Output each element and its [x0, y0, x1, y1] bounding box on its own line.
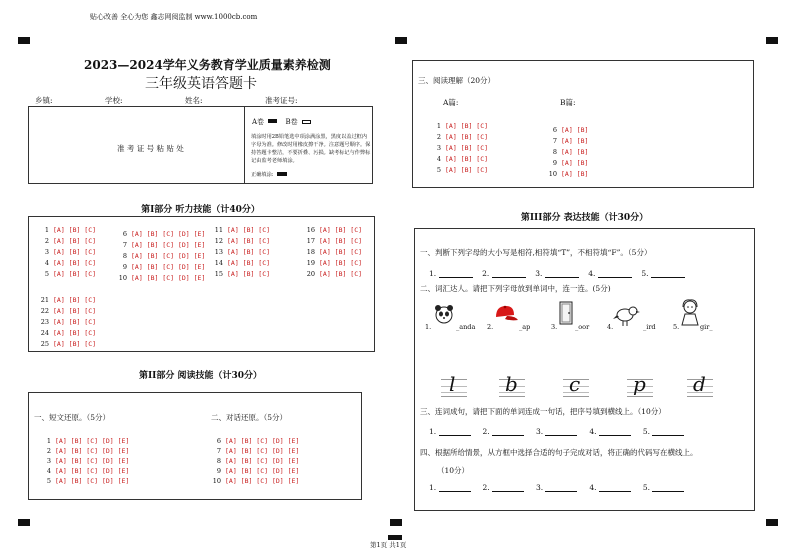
- answer-blank[interactable]: [545, 269, 579, 278]
- option-group[interactable]: [A] [B] [C] [D] [E]: [131, 274, 206, 282]
- letter-p[interactable]: p: [633, 372, 646, 396]
- option-group[interactable]: [A] [B] [C]: [53, 329, 97, 337]
- part1-title: 第I部分 听力技能（计40分）: [141, 205, 260, 215]
- word-bird: _ird: [643, 323, 656, 331]
- passage-b-label: B篇:: [560, 98, 576, 107]
- website-banner: 贴心改善 全心为您 鑫志网阅监制 www.1000cb.com: [90, 13, 258, 21]
- option-group[interactable]: [A] [B] [C] [D] [E]: [131, 241, 206, 249]
- passage-b-answers: 6 [A] [B] 7 [A] [B] 8 [A] [B] 9 [A] [B] 10 [A] [B]: [548, 126, 589, 178]
- option-group[interactable]: [A] [B] [C]: [227, 248, 271, 256]
- option-group[interactable]: [A] [B] [C] [D] [E]: [55, 447, 130, 455]
- part1-col3: 11 [A] [B] [C] 12 [A] [B] [C] 13 [A] [B] [C] 14 [A] [B] [C] 15 [A] [B] [C]: [214, 226, 271, 278]
- part1-col5: 21 [A] [B] [C] 22 [A] [B] [C] 23 [A] [B] [C] 24 [A] [B] [C] 25 [A] [B] [C]: [40, 296, 97, 348]
- section-passage-restore-title: 一、短文还原。（5分）: [34, 413, 111, 422]
- field-town: 乡镇:: [35, 96, 53, 105]
- option-group[interactable]: [A] [B] [C] [D] [E]: [225, 467, 300, 475]
- part1-col1: 1 [A] [B] [C] 2 [A] [B] [C] 3 [A] [B] [C] 4 [A] [B] [C] 5 [A] [B] [C]: [44, 226, 97, 278]
- part2-answer-box: [28, 392, 362, 500]
- option-group[interactable]: [A] [B] [C]: [53, 237, 97, 245]
- option-group[interactable]: [A] [B] [C] [D] [E]: [55, 477, 130, 485]
- q1-instruction: 一、判断下列字母的大小写是相符,相符填“T”，不相符填“F”。（5分）: [420, 248, 652, 257]
- page-footer: 第1页 共1页: [370, 541, 407, 549]
- option-group[interactable]: [A] [B] [C] [D] [E]: [131, 252, 206, 260]
- option-group[interactable]: [A] [B] [C]: [445, 166, 489, 174]
- q2-instruction: 二、词汇达人。请把下列字母放到单词中，连一连。(5分): [420, 284, 611, 293]
- word-girl: gir_: [700, 323, 713, 331]
- option-group[interactable]: [A] [B]: [561, 137, 589, 145]
- paper-a-label: A卷: [252, 118, 265, 126]
- option-group[interactable]: [A] [B] [C] [D] [E]: [225, 457, 300, 465]
- word-num: 1.: [425, 323, 432, 331]
- option-group[interactable]: [A] [B] [C]: [445, 155, 489, 163]
- registration-mark: [395, 37, 407, 44]
- part1-col4: 16 [A] [B] [C] 17 [A] [B] [C] 18 [A] [B] [C] 19 [A] [B] [C] 20 [A] [B] [C]: [306, 226, 363, 278]
- word-cap: _ap: [519, 323, 531, 331]
- answer-blank[interactable]: [439, 483, 471, 492]
- word-num: 2.: [487, 323, 494, 331]
- registration-mark: [18, 519, 30, 526]
- girl-icon: [679, 299, 701, 327]
- option-group[interactable]: [A] [B] [C]: [227, 237, 271, 245]
- answer-card-title: 三年级英语答题卡: [145, 76, 257, 92]
- option-group[interactable]: [A] [B] [C]: [53, 248, 97, 256]
- reading-comprehension-box: [412, 60, 754, 188]
- part3-title: 第III部分 表达技能（计30分）: [520, 213, 649, 223]
- option-group[interactable]: [A] [B] [C]: [319, 237, 363, 245]
- answer-blank[interactable]: [492, 269, 526, 278]
- word-num: 4.: [607, 323, 614, 331]
- q1-answer-row: 1. 2. 3. 4. 5.: [429, 269, 685, 278]
- field-school: 学校:: [105, 96, 123, 105]
- filled-mark: [277, 172, 287, 176]
- option-group[interactable]: [A] [B] [C]: [319, 226, 363, 234]
- registration-mark: [390, 519, 402, 526]
- option-group[interactable]: [A] [B]: [561, 148, 589, 156]
- option-group[interactable]: [A] [B] [C]: [53, 270, 97, 278]
- option-group[interactable]: [A] [B]: [561, 159, 589, 167]
- word-panda: _anda: [456, 323, 476, 331]
- word-picture-row: [425, 299, 745, 334]
- answer-blank[interactable]: [651, 269, 685, 278]
- exam-title: 2023—2024学年义务教育学业质量素养检测: [84, 58, 331, 72]
- door-icon: [559, 301, 573, 325]
- option-group[interactable]: [A] [B] [C]: [445, 122, 489, 130]
- word-door: _oor: [575, 323, 590, 331]
- word-num: 3.: [551, 323, 558, 331]
- letter-d[interactable]: d: [693, 372, 706, 396]
- fill-instructions: 填涂时用2B铅笔选中项涂满涂黑，黑度以盖过框内字母为准。修改时用橡皮擦干净。注意题号顺序。保持答题卡整洁，不要折叠、污损。缺考标记与作弊标记由监考老师填涂。: [251, 134, 371, 164]
- field-exam-no: 准考证号:: [265, 96, 298, 105]
- paper-a-mark[interactable]: [268, 119, 277, 123]
- paper-b-label: B卷: [285, 118, 298, 126]
- option-group[interactable]: [A] [B] [C]: [53, 307, 97, 315]
- registration-mark: [766, 37, 778, 44]
- part1-answer-box: [28, 216, 375, 352]
- answer-blank[interactable]: [599, 483, 631, 492]
- option-group[interactable]: [A] [B] [C]: [53, 296, 97, 304]
- word-num: 5.: [673, 323, 680, 331]
- answer-blank[interactable]: [439, 427, 471, 436]
- part3-answer-box: [414, 228, 755, 511]
- answer-blank[interactable]: [652, 427, 684, 436]
- option-group[interactable]: [A] [B] [C]: [445, 144, 489, 152]
- answer-blank[interactable]: [652, 483, 684, 492]
- option-group[interactable]: [A] [B] [C] [D] [E]: [225, 437, 300, 445]
- answer-blank[interactable]: [545, 483, 577, 492]
- option-group[interactable]: [A] [B] [C] [D] [E]: [225, 447, 300, 455]
- letter-l[interactable]: l: [449, 372, 456, 396]
- answer-blank[interactable]: [545, 427, 577, 436]
- answer-blank[interactable]: [492, 427, 524, 436]
- q4-instruction: 四、根据所给情景，从方框中选择合适的句子完成对话，将正确的代码写在横线上。: [420, 448, 698, 457]
- registration-mark: [18, 37, 30, 44]
- option-group[interactable]: [A] [B] [C]: [227, 226, 271, 234]
- option-group[interactable]: [A] [B]: [561, 126, 589, 134]
- id-sticker-area: [28, 106, 373, 184]
- paper-type: [252, 117, 311, 127]
- q4-score: （10分）: [437, 466, 470, 475]
- option-group[interactable]: [A] [B] [C]: [319, 248, 363, 256]
- option-group[interactable]: [A] [B] [C] [D] [E]: [55, 457, 130, 465]
- option-group[interactable]: [A] [B] [C]: [319, 270, 363, 278]
- letter-c[interactable]: c: [569, 372, 581, 396]
- passage-restore-answers: 1 [A] [B] [C] [D] [E] 2 [A] [B] [C] [D] [E] 3 [A] [B] [C] [D] [E] 4 [A] [B] [C] [D] [E] 5 [A] [B] [C] [D] [E]: [46, 437, 130, 485]
- section-dialogue-restore-title: 二、对话还原。（5分）: [211, 413, 288, 422]
- reading-title: 三、阅读理解（20分）: [418, 76, 496, 85]
- answer-blank[interactable]: [492, 483, 524, 492]
- answer-blank[interactable]: [598, 269, 632, 278]
- option-group[interactable]: [A] [B] [C]: [53, 259, 97, 267]
- part1-col2: 6 [A] [B] [C] [D] [E] 7 [A] [B] [C] [D] [E] 8 [A] [B] [C] [D] [E] 9 [A] [B] [C] [D] [E] 10 [A] [B] [C] [D] [E]: [118, 230, 206, 282]
- field-name: 姓名:: [185, 96, 203, 105]
- panda-icon: [433, 303, 455, 325]
- option-group[interactable]: [A] [B] [C]: [445, 133, 489, 141]
- passage-a-label: A篇:: [443, 98, 459, 107]
- letter-b[interactable]: b: [505, 372, 518, 396]
- correct-fill-example: [251, 171, 287, 178]
- option-group[interactable]: [A] [B] [C]: [53, 226, 97, 234]
- paper-b-mark[interactable]: [302, 120, 311, 124]
- correct-fill-label: 正确填涂:: [251, 172, 274, 178]
- q3-answer-row: 1. 2. 3. 4. 5.: [429, 427, 684, 436]
- option-group[interactable]: [A] [B]: [561, 170, 589, 178]
- passage-a-answers: 1 [A] [B] [C] 2 [A] [B] [C] 3 [A] [B] [C] 4 [A] [B] [C] 5 [A] [B] [C]: [436, 122, 489, 174]
- cap-icon: [493, 303, 519, 325]
- option-group[interactable]: [A] [B] [C]: [227, 259, 271, 267]
- option-group[interactable]: [A] [B] [C]: [319, 259, 363, 267]
- option-group[interactable]: [A] [B] [C]: [53, 340, 97, 348]
- option-group[interactable]: [A] [B] [C] [D] [E]: [225, 477, 300, 485]
- option-group[interactable]: [A] [B] [C] [D] [E]: [55, 437, 130, 445]
- option-group[interactable]: [A] [B] [C]: [53, 318, 97, 326]
- answer-blank[interactable]: [599, 427, 631, 436]
- registration-mark: [766, 519, 778, 526]
- answer-blank[interactable]: [439, 269, 473, 278]
- q3-instruction: 三、连词成句，请把下面的单词连成一句话，把序号填到横线上。（10分）: [420, 407, 666, 416]
- option-group[interactable]: [A] [B] [C] [D] [E]: [131, 230, 206, 238]
- dialogue-restore-answers: 6 [A] [B] [C] [D] [E] 7 [A] [B] [C] [D] [E] 8 [A] [B] [C] [D] [E] 9 [A] [B] [C] [D] [E] 10 [A] [B] [C] [D] [E]: [212, 437, 300, 485]
- bird-icon: [613, 303, 641, 327]
- q4-answer-row: 1. 2. 3. 4. 5.: [429, 483, 684, 492]
- part2-title: 第II部分 阅读技能（计30分）: [138, 371, 263, 381]
- option-group[interactable]: [A] [B] [C] [D] [E]: [131, 263, 206, 271]
- option-group[interactable]: [A] [B] [C]: [227, 270, 271, 278]
- option-group[interactable]: [A] [B] [C] [D] [E]: [55, 467, 130, 475]
- id-sticker-label: 准 考 证 号 粘 贴 处: [117, 144, 184, 153]
